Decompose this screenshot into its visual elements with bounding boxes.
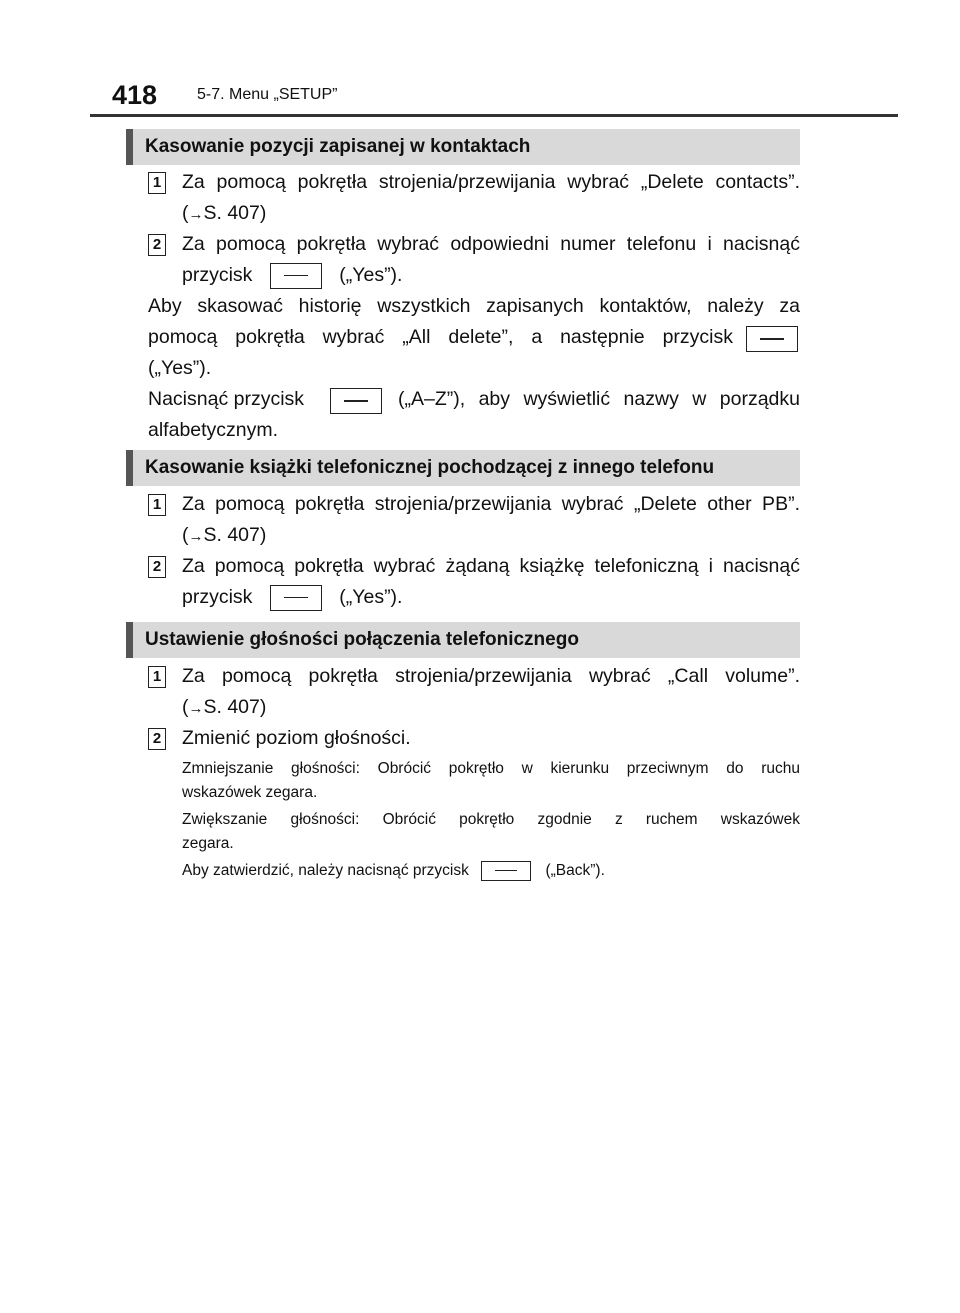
note-text: wskazówek zegara. (182, 784, 318, 801)
step-text: Za pomocą pokrętła strojenia/przewijania wybrać „Delete contacts”. (182, 171, 800, 193)
step-number: 2 (148, 234, 166, 256)
page-reference: (→S. 407) (182, 202, 267, 224)
step-number: 2 (148, 556, 166, 578)
step-text: Za pomocą pokrętła strojenia/przewijania wybrać „Delete other PB”. (182, 493, 800, 515)
note-text: Zmniejszanie głośności: Obrócić pokrętło w kierunku przeciwnym do ruchu (182, 760, 800, 777)
step-text: Za pomocą pokrętła wybrać odpowiedni numer telefonu i nacisnąć (182, 233, 800, 255)
page-number: 418 (112, 80, 158, 110)
button-icon (481, 861, 531, 881)
paragraph-text: alfabetycznym. (148, 419, 279, 441)
paragraph-text: Aby skasować historię wszystkich zapisanych kontaktów, należy za (148, 295, 800, 317)
page-reference: (→S. 407) (182, 524, 267, 546)
arrow-right-icon: → (188, 206, 204, 223)
button-icon (270, 263, 322, 289)
arrow-right-icon: → (188, 700, 204, 717)
section-heading: Kasowanie pozycji zapisanej w kontaktach (126, 129, 800, 165)
note-text: Aby zatwierdzić, należy nacisnąć przycisk („Back”). (182, 862, 605, 879)
step-text: Za pomocą pokrętła strojenia/przewijania wybrać „Call volume”. (182, 665, 800, 687)
page-reference: (→S. 407) (182, 696, 267, 718)
section-heading: Ustawienie głośności połączenia telefonicznego (126, 622, 800, 658)
button-icon (270, 585, 322, 611)
step-text: Za pomocą pokrętła wybrać żądaną książkę telefoniczną i nacisnąć (182, 555, 800, 577)
step-number: 1 (148, 666, 166, 688)
paragraph-text: pomocą pokrętła wybrać „All delete”, a następnie przycisk (148, 322, 800, 353)
paragraph-text: Nacisnąć przycisk („A–Z”), aby wyświetlić nazwy w porządku (148, 384, 800, 415)
button-icon (330, 388, 382, 414)
page-header (90, 78, 910, 118)
note-text: Zwiększanie głośności: Obrócić pokrętło zgodnie z ruchem wskazówek (182, 811, 800, 828)
note-text: zegara. (182, 835, 234, 852)
button-icon (746, 326, 798, 352)
section-heading: Kasowanie książki telefonicznej pochodzącej z innego telefonu (126, 450, 800, 486)
step-number: 1 (148, 494, 166, 516)
step-text-cont: przycisk („Yes”). (182, 582, 402, 613)
step-text: Zmienić poziom głośności. (182, 727, 411, 749)
header-divider (90, 114, 898, 117)
paragraph-text: („Yes”). (148, 357, 212, 379)
step-text-cont: przycisk („Yes”). (182, 260, 402, 291)
step-number: 2 (148, 728, 166, 750)
chapter-title: 5-7. Menu „SETUP” (197, 86, 338, 103)
arrow-right-icon: → (188, 528, 204, 545)
step-number: 1 (148, 172, 166, 194)
